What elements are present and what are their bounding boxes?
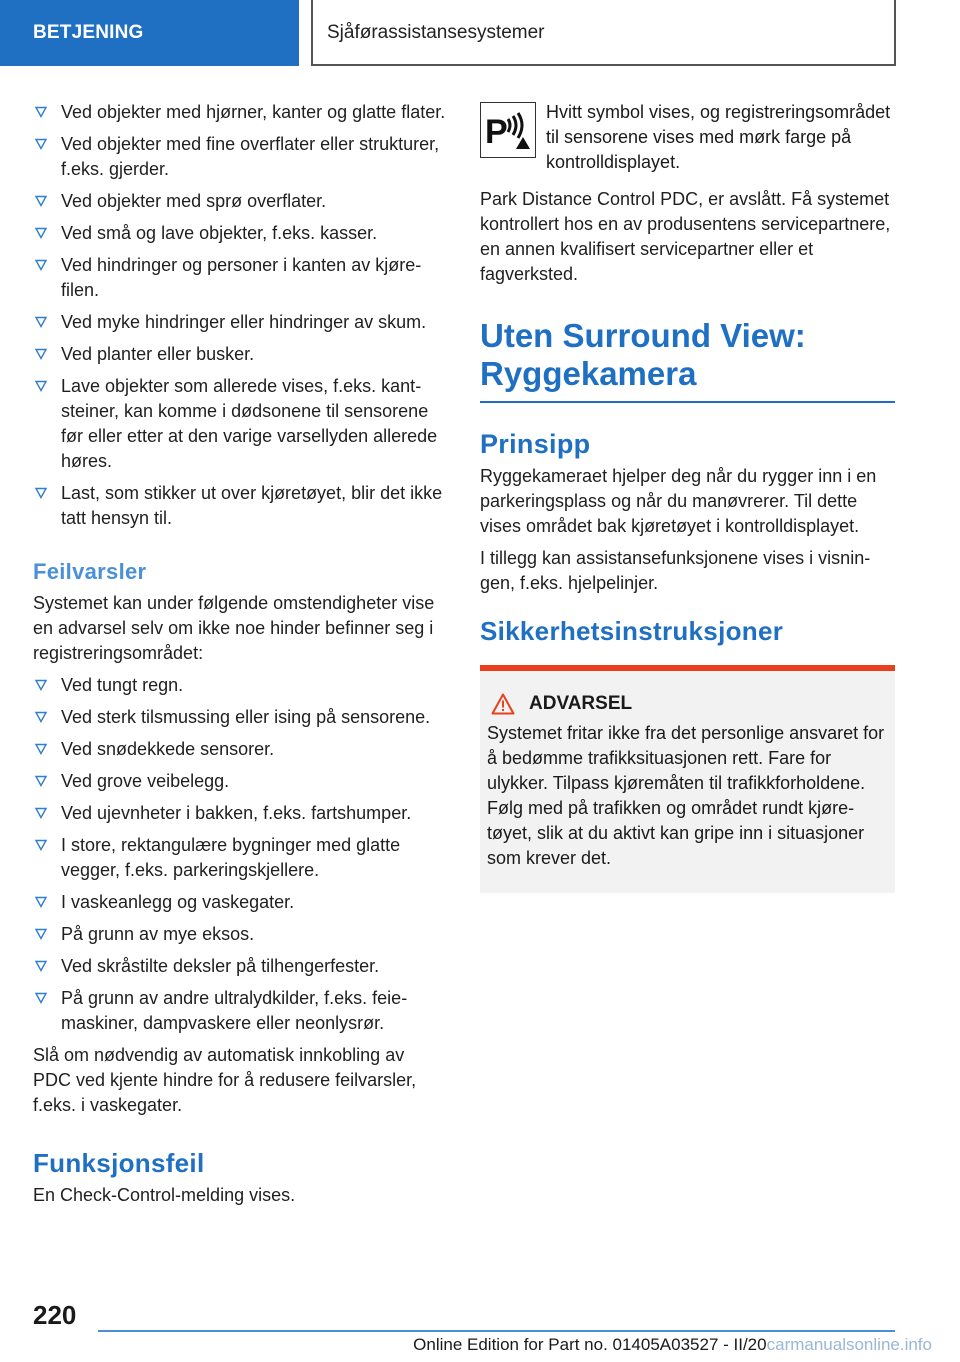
malfunction-heading: Funksjonsfeil [33,1148,205,1178]
list-item [33,954,447,979]
list-item [33,737,447,762]
false-alarms-list [33,673,447,1036]
bullet-triangle-icon [35,348,47,360]
list-item-text: Ved hindringer og personer i kanten av kjørefilen. [61,255,422,300]
bullet-triangle-icon [35,775,47,787]
bullet-triangle-icon [35,928,47,940]
list-item [33,221,447,246]
symbol-description: Hvitt symbol vises, og registreringsområdet til sensorene vises med mørk farge på kontrolldisplayet. [546,102,891,172]
bullet-triangle-icon [35,259,47,271]
list-item-text: På grunn av mye eksos. [61,924,255,944]
bullet-triangle-icon [35,992,47,1004]
pdc-off-icon [480,102,536,158]
bullet-triangle-icon [35,316,47,328]
warning-box [480,665,895,893]
list-item [33,673,447,698]
list-item-text: Lave objekter som allerede vises, f.eks. kantsteiner, kan komme i dødsonene til sensorene før eller etter at den varige varsellyden allerede høres. [61,376,438,471]
principle-text-2: I tillegg kan assistansefunksjonene vises i visningen, f.eks. hjelpelinjer. [480,548,871,593]
list-item-text: I store, rektangulære bygninger med glatte vegger, f.eks. parkeringskjellere. [61,835,401,880]
chapter-title: Sjåførassistansesystemer [311,0,896,66]
pdc-off-text: Park Distance Control PDC, er avslått. Få systemet kontrollert hos en av produsentens servicepartnere, en annen kvalifisert servicepartner eller et fagverksted. [480,189,891,284]
footer-rule [98,1330,895,1332]
list-item [33,801,447,826]
right-column [480,100,895,893]
page-number: 220 [33,1300,77,1330]
list-item [33,342,447,367]
list-item-text: Ved planter eller busker. [61,344,255,364]
warning-title [487,693,887,715]
page-header [0,0,960,66]
edition-text: Online Edition for Part no. 01405A03527 - II/20 [413,1335,767,1354]
list-item-text: Ved tungt regn. [61,675,184,695]
list-item [33,253,447,303]
bullet-triangle-icon [35,195,47,207]
list-item-text: Ved objekter med sprø overflater. [61,191,327,211]
list-item-text: Ved små og lave objekter, f.eks. kasser. [61,223,378,243]
list-item-text: Ved objekter med hjørner, kanter og glatte flater. [61,102,446,122]
list-item-text: Last, som stikker ut over kjøretøyet, blir det ikke tatt hensyn til. [61,483,443,528]
bullet-triangle-icon [35,227,47,239]
list-item-text: Ved grove veibelegg. [61,771,230,791]
principle-heading: Prinsipp [480,429,591,459]
heading-rule [480,401,895,403]
list-item-text: Ved ujevnheter i bakken, f.eks. fartshumper. [61,803,412,823]
list-item-text: I vaskeanlegg og vaskegater. [61,892,295,912]
list-item [33,481,447,531]
list-item-text: Ved myke hindringer eller hindringer av skum. [61,312,427,332]
section-title: BETJENING [0,0,299,66]
limitations-list [33,100,447,531]
principle-text-1: Ryggekameraet hjelper deg når du rygger inn i en parkeringsplass og når du manøvrerer. Til dette vises området bak kjøretøyet i kontrolldisplayet. [480,466,877,536]
false-alarms-intro: Systemet kan under følgende omstendigheter vise en advarsel selv om ikke noe hinder befinner seg i registreringsområdet: [33,593,435,663]
warning-label: ADVARSEL [529,693,633,714]
list-item-text: På grunn av andre ultralydkilder, f.eks. feiemaskiner, dampvaskere eller neonlysrør. [61,988,408,1033]
bullet-triangle-icon [35,106,47,118]
bullet-triangle-icon [35,679,47,691]
list-item-text: Ved objekter med fine overflater eller strukturer, f.eks. gjerder. [61,134,440,179]
list-item [33,833,447,883]
bullet-triangle-icon [35,807,47,819]
list-item [33,986,447,1036]
bullet-triangle-icon [35,487,47,499]
bullet-triangle-icon [35,743,47,755]
list-item [33,922,447,947]
bullet-triangle-icon [35,711,47,723]
bullet-triangle-icon [35,839,47,851]
list-item [33,769,447,794]
list-item [33,705,447,730]
warning-triangle-icon [491,693,515,715]
pdc-symbol-row [480,100,895,175]
left-column [33,100,447,1208]
watermark-text: carmanualsonline.info [766,1335,932,1354]
svg-text:P: P [485,113,508,151]
bullet-triangle-icon [35,138,47,150]
list-item [33,310,447,335]
bullet-triangle-icon [35,380,47,392]
false-alarms-heading: Feilvarsler [33,559,147,584]
list-item [33,189,447,214]
list-item-text: Ved snødekkede sensorer. [61,739,275,759]
malfunction-text: En Check-Control-melding vises. [33,1185,296,1205]
footer-line [413,1335,932,1355]
bullet-triangle-icon [35,960,47,972]
list-item [33,890,447,915]
safety-heading: Sikkerhetsinstruksjoner [480,616,784,646]
list-item [33,100,447,125]
bullet-triangle-icon [35,896,47,908]
list-item-text: Ved skråstilte deksler på tilhengerfester. [61,956,380,976]
list-item [33,374,447,474]
list-item [33,132,447,182]
list-item-text: Ved sterk tilsmussing eller ising på sensorene. [61,707,431,727]
false-alarms-outro: Slå om nødvendig av automatisk innkobling av PDC ved kjente hindre for å redusere feilvarsler, f.eks. i vaskegater. [33,1045,417,1115]
section-heading-camera: Uten Surround View: Ryggekamera [480,317,806,392]
warning-text: Systemet fritar ikke fra det personlige ansvaret for å bedømme trafikksituasjonen rett. Fare for ulykker. Tilpass kjøremåten til trafikkforholdene. Følg med på trafikken og området rundt kjøretøyet, slik at du aktivt kan gripe inn i situasjoner som krever det. [487,723,885,868]
